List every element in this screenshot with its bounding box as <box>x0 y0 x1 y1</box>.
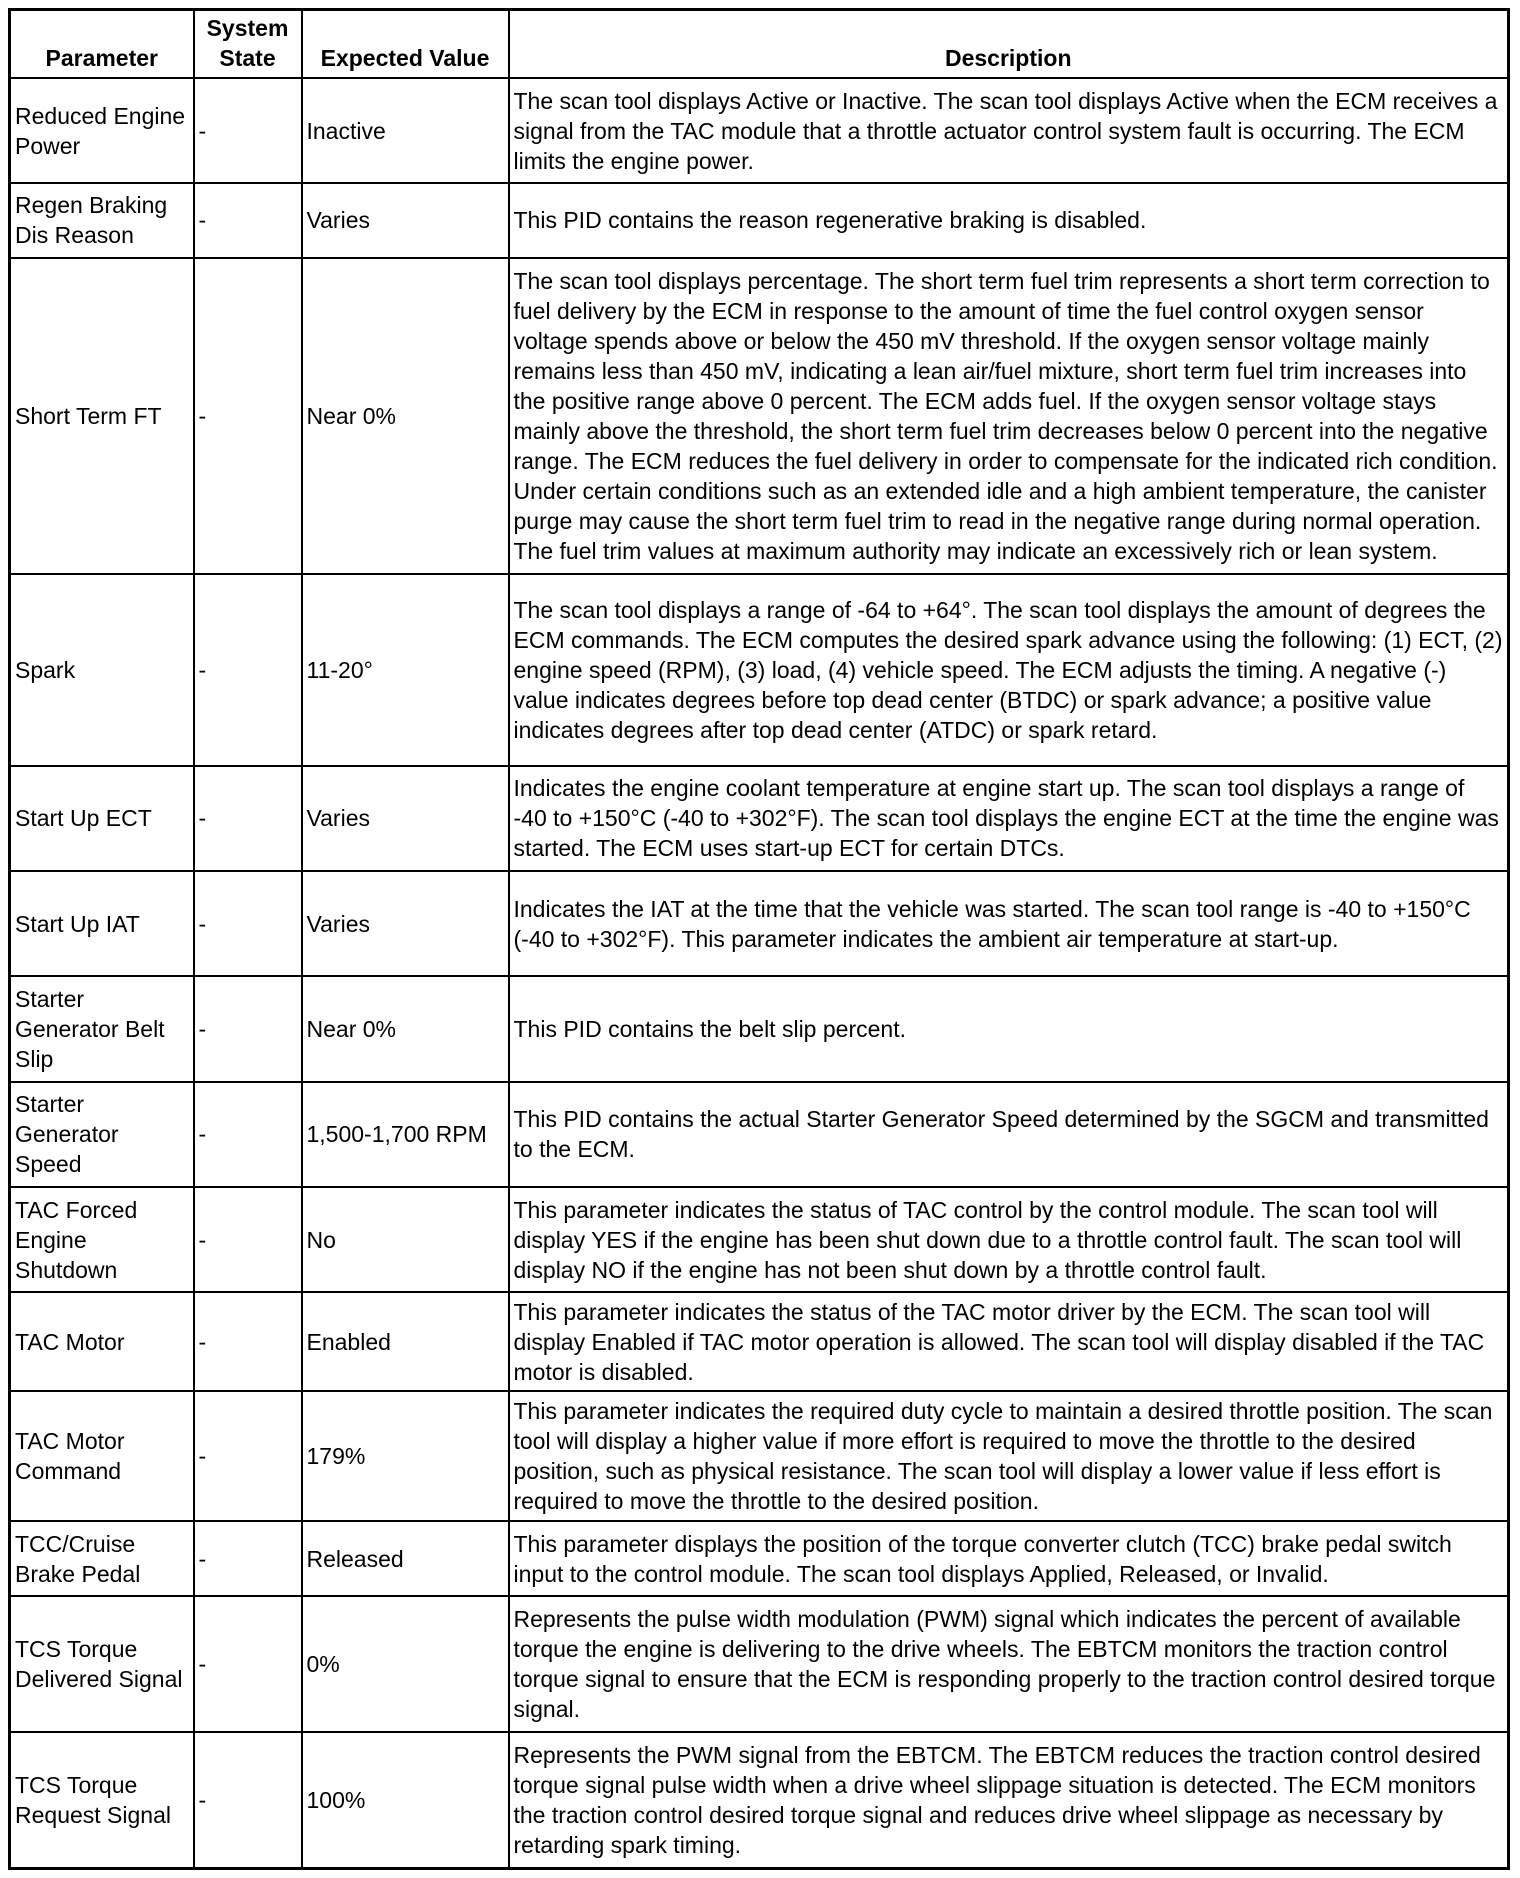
system-state-cell: - <box>194 766 302 871</box>
parameter-cell: Spark <box>10 574 194 766</box>
expected-value-cell: Near 0% <box>302 258 509 574</box>
description-cell: Indicates the IAT at the time that the vehicle was started. The scan tool range is -40 to +150°C (-40 to +302°F). This parameter indicates the ambient air temperature at start-up. <box>509 871 1509 976</box>
description-cell: Represents the pulse width modulation (PWM) signal which indicates the percent of available torque the engine is delivering to the drive wheels. The EBTCM monitors the traction control torque signal to ensure that the ECM is responding properly to the traction control desired torque signal. <box>509 1596 1509 1732</box>
table-row <box>10 976 1509 1081</box>
table-row <box>10 1187 1509 1292</box>
scan-data-table <box>8 8 1510 1870</box>
system-state-cell: - <box>194 976 302 1081</box>
system-state-cell: - <box>194 1732 302 1868</box>
parameter-cell: Starter Generator Speed <box>10 1082 194 1187</box>
parameter-cell: TAC Forced Engine Shutdown <box>10 1187 194 1292</box>
expected-value-cell: 0% <box>302 1596 509 1732</box>
expected-value-cell: 100% <box>302 1732 509 1868</box>
table-row <box>10 1732 1509 1868</box>
expected-value-cell: Released <box>302 1521 509 1595</box>
table-row <box>10 258 1509 574</box>
description-cell: This parameter indicates the status of TAC control by the control module. The scan tool will display YES if the engine has been shut down due to a throttle control fault. The scan tool will display NO if the engine has not been shut down by a throttle control fault. <box>509 1187 1509 1292</box>
table-row <box>10 1292 1509 1391</box>
expected-value-cell: 179% <box>302 1391 509 1521</box>
table-row <box>10 78 1509 183</box>
expected-value-cell: Varies <box>302 871 509 976</box>
expected-value-cell: Varies <box>302 183 509 257</box>
description-cell: This PID contains the reason regenerative braking is disabled. <box>509 183 1509 257</box>
system-state-cell: - <box>194 258 302 574</box>
description-cell: This PID contains the belt slip percent. <box>509 976 1509 1081</box>
parameter-cell: Reduced Engine Power <box>10 78 194 183</box>
system-state-cell: - <box>194 1521 302 1595</box>
expected-value-cell: Varies <box>302 766 509 871</box>
header-expected-value: Expected Value <box>302 10 509 79</box>
description-cell: This PID contains the actual Starter Generator Speed determined by the SGCM and transmitted to the ECM. <box>509 1082 1509 1187</box>
table-row <box>10 183 1509 257</box>
parameter-cell: Start Up IAT <box>10 871 194 976</box>
description-cell: This parameter indicates the status of the TAC motor driver by the ECM. The scan tool will display Enabled if TAC motor operation is allowed. The scan tool will display disabled if the TAC motor is disabled. <box>509 1292 1509 1391</box>
system-state-cell: - <box>194 1596 302 1732</box>
header-row <box>10 10 1509 79</box>
table-row <box>10 871 1509 976</box>
header-system-state: System State <box>194 10 302 79</box>
system-state-cell: - <box>194 1292 302 1391</box>
header-parameter: Parameter <box>10 10 194 79</box>
description-cell: This parameter indicates the required duty cycle to maintain a desired throttle position. The scan tool will display a higher value if more effort is required to move the throttle to the desired position, such as physical resistance. The scan tool will display a lower value if less effort is required to move the throttle to the desired position. <box>509 1391 1509 1521</box>
description-cell: The scan tool displays Active or Inactive. The scan tool displays Active when the ECM receives a signal from the TAC module that a throttle actuator control system fault is occurring. The ECM limits the engine power. <box>509 78 1509 183</box>
parameter-cell: Start Up ECT <box>10 766 194 871</box>
parameter-cell: TCC/Cruise Brake Pedal <box>10 1521 194 1595</box>
expected-value-cell: Inactive <box>302 78 509 183</box>
parameter-cell: TCS Torque Delivered Signal <box>10 1596 194 1732</box>
system-state-cell: - <box>194 78 302 183</box>
system-state-cell: - <box>194 183 302 257</box>
system-state-cell: - <box>194 1082 302 1187</box>
expected-value-cell: Enabled <box>302 1292 509 1391</box>
system-state-cell: - <box>194 574 302 766</box>
description-cell: Indicates the engine coolant temperature at engine start up. The scan tool displays a range of -40 to +150°C (-40 to +302°F). The scan tool displays the engine ECT at the time the engine was started. The ECM uses start-up ECT for certain DTCs. <box>509 766 1509 871</box>
parameter-cell: Short Term FT <box>10 258 194 574</box>
table-row <box>10 1521 1509 1595</box>
parameter-cell: Starter Generator Belt Slip <box>10 976 194 1081</box>
description-cell: The scan tool displays a range of -64 to +64°. The scan tool displays the amount of degrees the ECM commands. The ECM computes the desired spark advance using the following: (1) ECT, (2) engine speed (RPM), (3) load, (4) vehicle speed. The ECM adjusts the timing. A negative (-) value indicates degrees before top dead center (BTDC) or spark advance; a positive value indicates degrees after top dead center (ATDC) or spark retard. <box>509 574 1509 766</box>
description-cell: The scan tool displays percentage. The short term fuel trim represents a short term correction to fuel delivery by the ECM in response to the amount of time the fuel control oxygen sensor voltage spends above or below the 450 mV threshold. If the oxygen sensor voltage mainly remains less than 450 mV, indicating a lean air/fuel mixture, short term fuel trim increases into the positive range above 0 percent. The ECM adds fuel. If the oxygen sensor voltage stays mainly above the threshold, the short term fuel trim decreases below 0 percent into the negative range. The ECM reduces the fuel delivery in order to compensate for the indicated rich condition. Under certain conditions such as an extended idle and a high ambient temperature, the canister purge may cause the short term fuel trim to read in the negative range during normal operation. The fuel trim values at maximum authority may indicate an excessively rich or lean system. <box>509 258 1509 574</box>
table-row <box>10 574 1509 766</box>
system-state-cell: - <box>194 1187 302 1292</box>
parameter-cell: TAC Motor <box>10 1292 194 1391</box>
expected-value-cell: No <box>302 1187 509 1292</box>
description-cell: This parameter displays the position of the torque converter clutch (TCC) brake pedal switch input to the control module. The scan tool displays Applied, Released, or Invalid. <box>509 1521 1509 1595</box>
parameter-cell: TAC Motor Command <box>10 1391 194 1521</box>
description-cell: Represents the PWM signal from the EBTCM. The EBTCM reduces the traction control desired torque signal pulse width when a drive wheel slippage situation is detected. The ECM monitors the traction control desired torque signal and reduces drive wheel slippage as necessary by retarding spark timing. <box>509 1732 1509 1868</box>
expected-value-cell: 11-20° <box>302 574 509 766</box>
expected-value-cell: 1,500-1,700 RPM <box>302 1082 509 1187</box>
header-description: Description <box>509 10 1509 79</box>
parameter-cell: TCS Torque Request Signal <box>10 1732 194 1868</box>
table-row <box>10 1391 1509 1521</box>
system-state-cell: - <box>194 1391 302 1521</box>
system-state-cell: - <box>194 871 302 976</box>
expected-value-cell: Near 0% <box>302 976 509 1081</box>
table-row <box>10 1596 1509 1732</box>
table-row <box>10 1082 1509 1187</box>
table-row <box>10 766 1509 871</box>
parameter-cell: Regen Braking Dis Reason <box>10 183 194 257</box>
